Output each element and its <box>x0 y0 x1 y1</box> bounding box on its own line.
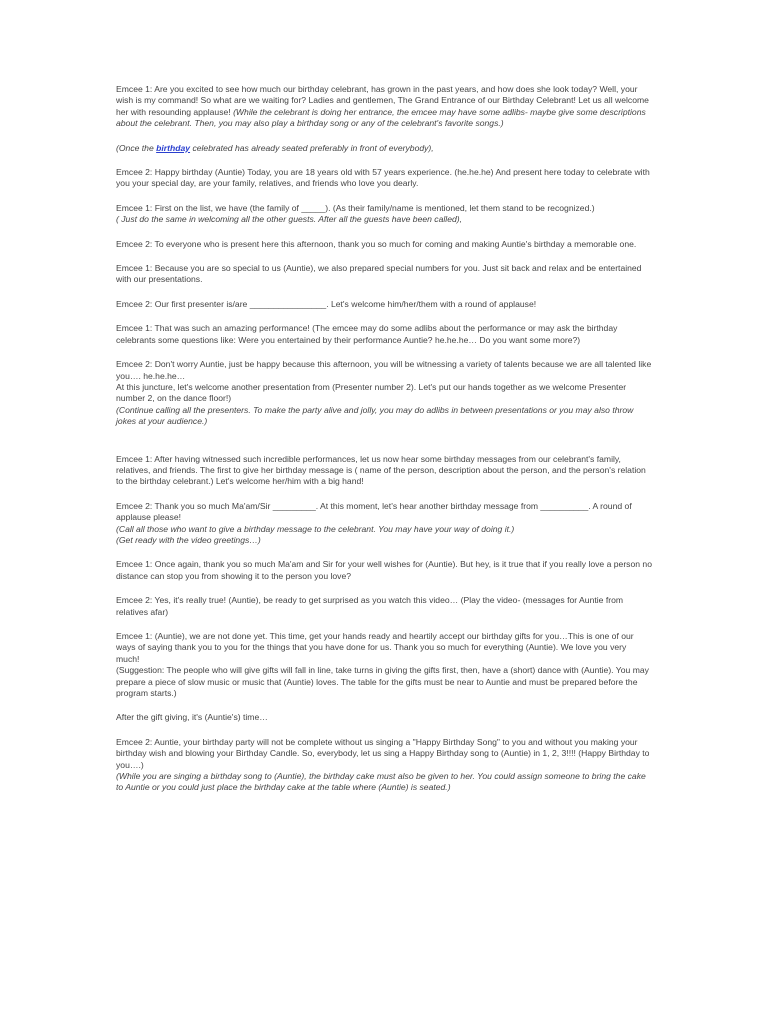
stage-direction: (While you are singing a birthday song to (Auntie), the birthday cake must also be given to her. You could assign someone to bring the cake to Auntie or you could just place the birthday cake at the table where (Auntie) is seated.) <box>116 771 646 793</box>
emcee-line: Emcee 2: Thank you so much Ma'am/Sir _________. At this moment, let's hear another birthday message from __________. A round of applause please! <box>116 500 632 523</box>
paragraph-after-gifts <box>116 712 652 723</box>
paragraph-birthday-messages <box>116 454 652 488</box>
document-body <box>116 84 652 807</box>
emcee-line: Emcee 1: After having witnessed such incredible performances, let us now hear some birthday messages from our celebrant's family, relatives, and friends. The first to give her birthday message is ( name of the person, description about the person, and the person's relation to the birthday celebrant.) Let's welcome her/him with a big hand! <box>116 453 646 487</box>
suggestion-note: (Suggestion: The people who will give gifts will fall in line, take turns in giving the gifts first, then, have a (short) dance with (Auntie). You may prepare a piece of slow music or music that (Auntie) loves. The table for the gifts must be near to Auntie and must be prepared before the program starts.) <box>116 665 649 699</box>
stage-direction: (Get ready with the video greetings…) <box>116 534 261 545</box>
paragraph-happy-birthday <box>116 167 652 190</box>
paragraph-birthday-song <box>116 737 652 794</box>
emcee-line: Emcee 1: That was such an amazing performance! (The emcee may do some adlibs about the performance or may ask the birthday celebrants some questions like: Were you entertained by their performance Auntie? he.he.he… Do you want some more?) <box>116 323 618 345</box>
paragraph-video <box>116 595 652 618</box>
emcee-line: Emcee 2: Don't worry Auntie, just be happy because this afternoon, you will be witnessing a variety of talents because we are all talented like you…. he.he.he… <box>116 359 652 381</box>
emcee-line: Emcee 1: Are you excited to see how much our birthday celebrant, has grown in the past years, and how does she look today? Well, your wish is my command! So what are we waiting for? Ladies and gentlemen, The Grand Entrance of our Birthday Celebrant! Let us all welcome her with resounding applause! <box>116 84 649 117</box>
paragraph-text <box>116 143 652 154</box>
paragraph-grand-entrance <box>116 84 652 130</box>
emcee-line: Emcee 2: Auntie, your birthday party will not be complete without us singing a "Happy Birthday Song" to you and without you making your birthday wish and blowing your Birthday Candle. So, everybody, let us sing a Happy Birthday song to (Auntie) in 1, 2, 3!!!! (Happy Birthday to you….) <box>116 736 650 770</box>
stage-direction: (While the celebrant is doing her entrance, the emcee may have some adlibs- maybe give some descriptions about the celebrant. Then, you may also play a birthday song or any of the celebrant's favorite songs.) <box>116 106 646 129</box>
paragraph-special-numbers <box>116 263 652 286</box>
stage-direction: celebrated has already seated preferably in front of everybody), <box>192 142 434 153</box>
emcee-line: Emcee 2: To everyone who is present here this afternoon, thank you so much for coming and making Auntie's birthday a memorable one. <box>116 238 637 249</box>
paragraph-another-message <box>116 501 652 547</box>
emcee-line: At this juncture, let's welcome another presentation from (Presenter number 2). Let's put our hands together as we welcome Presenter number 2, on the dance floor!) <box>116 381 627 404</box>
paragraph-celebrant-seated <box>116 143 652 154</box>
stage-direction: (Once the <box>116 142 154 153</box>
paragraph-variety-of-talents <box>116 359 652 427</box>
paragraph-gifts <box>116 631 652 699</box>
paragraph-first-presenter <box>116 299 652 310</box>
paragraph-thank-guests <box>116 239 652 250</box>
emcee-line: Emcee 1: Because you are so special to us (Auntie), we also prepared special numbers for you. Just sit back and relax and be entertained with our presentations. <box>116 263 642 285</box>
birthday-link[interactable]: birthday <box>156 142 191 153</box>
emcee-line: Emcee 2: Yes, it's really true! (Auntie), be ready to get surprised as you watch this video… (Play the video- (messages for Auntie from relatives afar) <box>116 595 624 617</box>
emcee-line: Emcee 2: Our first presenter is/are ________________. Let's welcome him/her/them with a round of applause! <box>116 298 537 309</box>
paragraph-well-wishes <box>116 559 652 582</box>
paragraph-text <box>116 84 652 130</box>
paragraph-amazing-performance <box>116 323 652 346</box>
stage-direction: (Call all those who want to give a birthday message to the celebrant. You may have your way of doing it.) <box>116 523 515 534</box>
emcee-line: Emcee 1: First on the list, we have (the family of _____). (As their family/name is mentioned, let them stand to be recognized.) <box>116 202 595 213</box>
paragraph-family-welcome <box>116 203 652 226</box>
emcee-line: After the gift giving, it's (Auntie's) time… <box>116 712 268 723</box>
emcee-line: Emcee 1: (Auntie), we are not done yet. This time, get your hands ready and heartily accept our birthday gifts for you…This is one of our ways of saying thank you to you for the things that you have done for us. Thank you so much for everything (Auntie). We love you very much! <box>116 631 634 664</box>
stage-direction: (Continue calling all the presenters. To make the party alive and jolly, you may do adlibs in between presentations or you may also throw jokes at your audience.) <box>116 404 634 427</box>
emcee-line: Emcee 1: Once again, thank you so much Ma'am and Sir for your well wishes for (Auntie). But hey, is it true that if you really love a person no distance can stop you from showing it to the person you love? <box>116 559 652 581</box>
emcee-line: Emcee 2: Happy birthday (Auntie) Today, you are 18 years old with 57 years experience. (he.he.he) And present here today to celebrate with you your special day, are your family, relatives, and friends who love you dearly. <box>116 167 650 189</box>
stage-direction: ( Just do the same in welcoming all the other guests. After all the guests have been called), <box>116 214 463 225</box>
